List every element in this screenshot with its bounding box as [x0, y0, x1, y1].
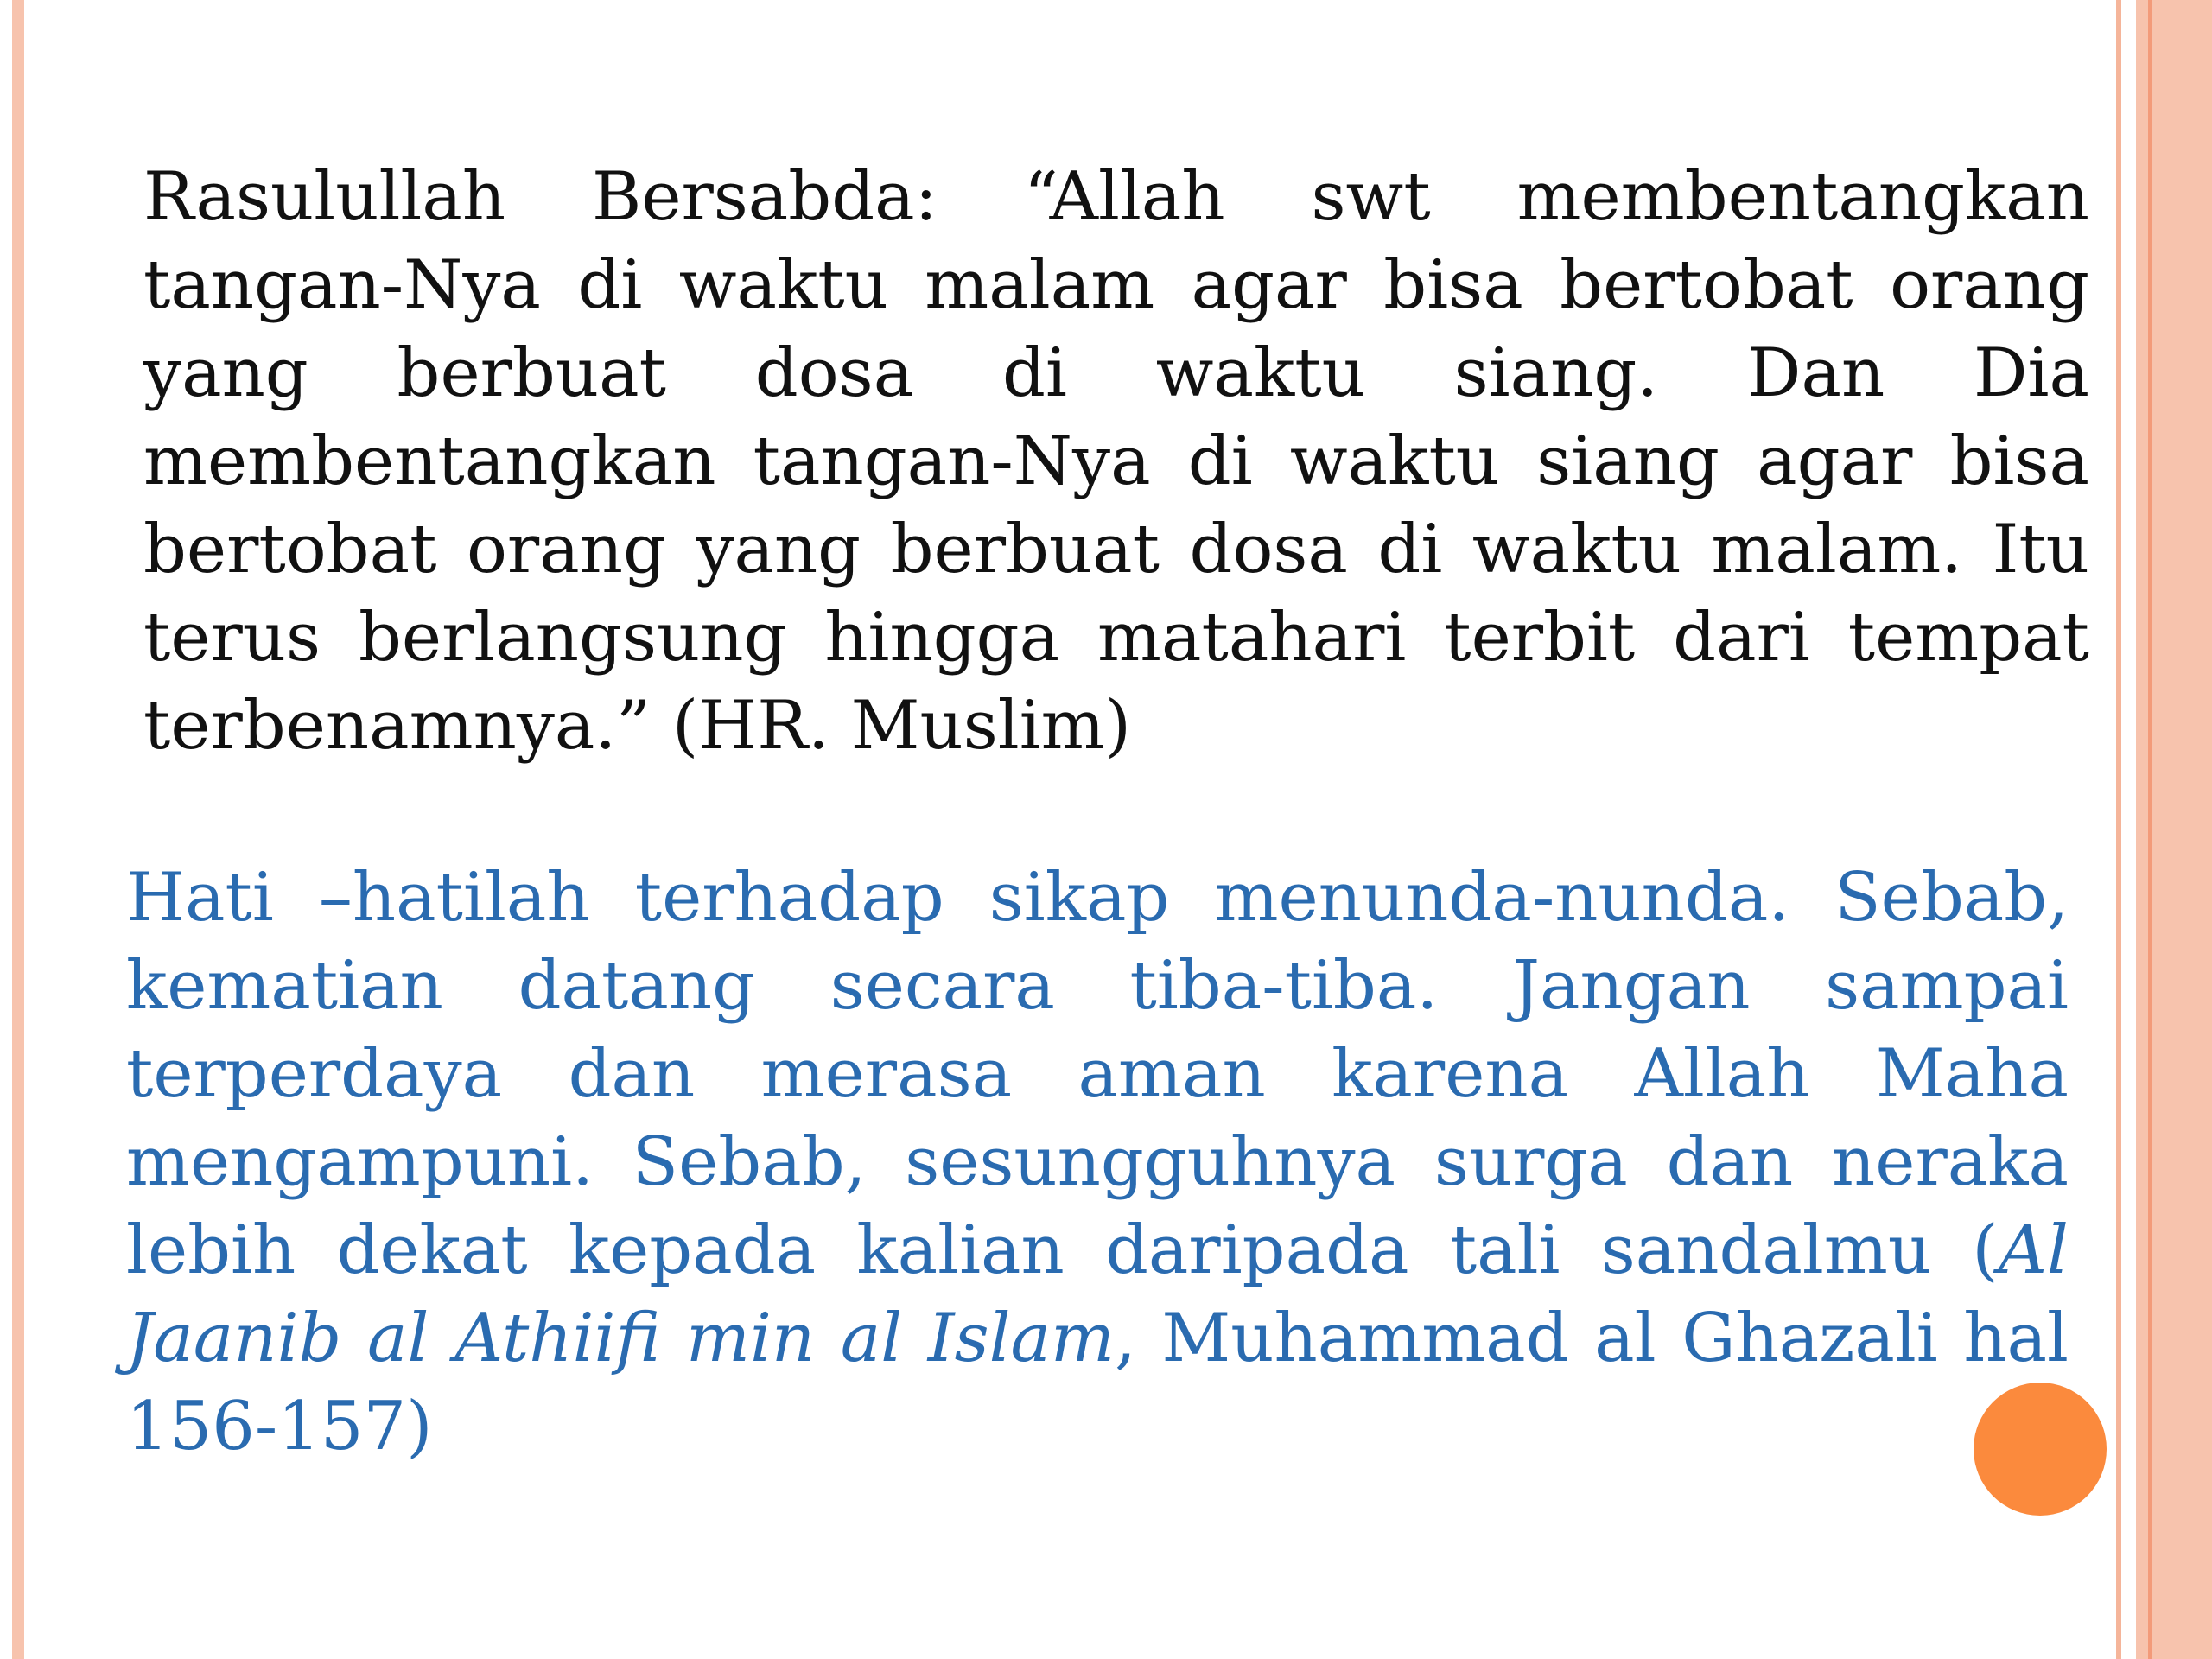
- source-title: Al Jaanib al Athiifi min al Islam: [126, 1211, 2069, 1377]
- left-border: [12, 0, 24, 1659]
- right-border-thin: [2116, 0, 2121, 1659]
- orange-circle-decoration: [1974, 1382, 2107, 1516]
- advice-text: Hati –hatilah terhadap sikap menunda-nunda. Sebab, kematian datang secara tiba-tiba. Jangan sampai terperdaya dan merasa aman karena Allah Maha mengampuni. Sebab, sesungguhnya surga dan neraka lebih dekat kepada kalian daripada tali sandalmu (: [126, 859, 2069, 1289]
- source-author: , Muhammad al Ghazali hal 156-157): [126, 1300, 2069, 1465]
- right-border-line: [2148, 0, 2152, 1659]
- hadith-paragraph: Rasulullah Bersabda: “Allah swt membentangkan tangan-Nya di waktu malam agar bisa bertobat orang yang berbuat dosa di waktu siang. Dan Dia membentangkan tangan-Nya di waktu siang agar bisa bertobat orang yang berbuat dosa di waktu malam. Itu terus berlangsung hingga matahari terbit dari tempat terbenamnya.” (HR. Muslim): [143, 158, 2089, 765]
- advice-paragraph: [126, 854, 2069, 1471]
